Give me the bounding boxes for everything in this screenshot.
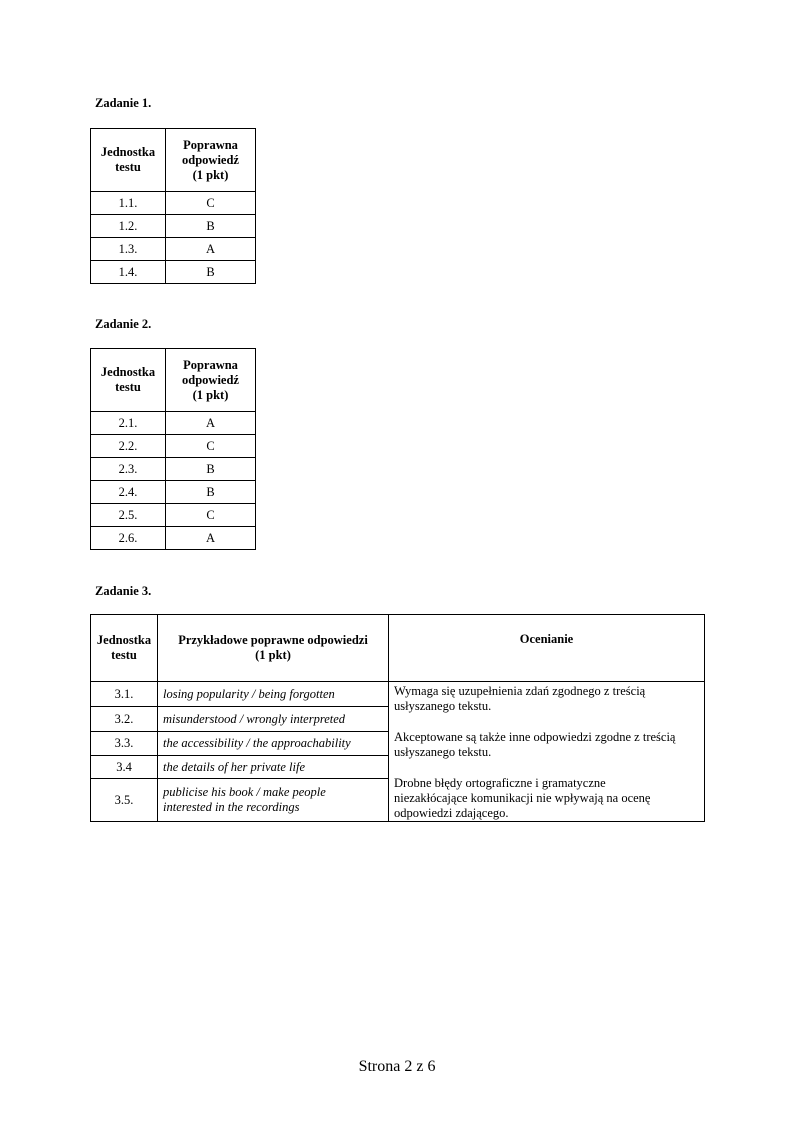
page-number: Strona 2 z 6 bbox=[358, 1058, 436, 1075]
task3-col-rules: Ocenianie bbox=[389, 615, 705, 682]
table-row: 3.3. the accessibility / the approachability bbox=[91, 731, 705, 755]
table-row: 2.6. A bbox=[91, 527, 256, 550]
table-row: 1.4. B bbox=[91, 261, 256, 284]
task2-col-unit: Jednostka testu bbox=[91, 349, 166, 412]
task1-col-answer: Poprawna odpowiedź (1 pkt) bbox=[166, 129, 256, 192]
rule-paragraph: Akceptowane są także inne odpowiedzi zgodne z treścią usłyszanego tekstu. bbox=[394, 730, 676, 759]
table-row: 3.5. publicise his book / make people interested in the recordings bbox=[91, 779, 705, 822]
task3-heading: Zadanie 3. bbox=[95, 584, 152, 598]
table-row: 1.2. B bbox=[91, 215, 256, 238]
rule-paragraph: Wymaga się uzupełnienia zdań zgodnego z treścią usłyszanego tekstu. bbox=[394, 684, 646, 713]
table-row: 3.2. misunderstood / wrongly interpreted bbox=[91, 707, 705, 731]
table-row: 1.3. A bbox=[91, 238, 256, 261]
task3-col-answer: Przykładowe poprawne odpowiedzi (1 pkt) bbox=[158, 615, 389, 682]
table-row: 2.5. C bbox=[91, 504, 256, 527]
task2-heading: Zadanie 2. bbox=[95, 317, 152, 331]
task2-table bbox=[90, 348, 256, 550]
table-row: 2.4. B bbox=[91, 481, 256, 504]
table-row: 2.1. A bbox=[91, 412, 256, 435]
table-row: 1.1. C bbox=[91, 192, 256, 215]
table-row: 2.2. C bbox=[91, 435, 256, 458]
rule-paragraph: Drobne błędy ortograficzne i gramatyczne niezakłócające komunikacji nie wpływają na ocenę odpowiedzi zdającego. bbox=[394, 776, 651, 820]
table-row: 2.3. B bbox=[91, 458, 256, 481]
task1-col-unit: Jednostka testu bbox=[91, 129, 166, 192]
task3-table bbox=[90, 614, 705, 822]
task1-table bbox=[90, 128, 256, 284]
task3-col-unit: Jednostka testu bbox=[91, 615, 158, 682]
task2-col-answer: Poprawna odpowiedź (1 pkt) bbox=[166, 349, 256, 412]
task1-heading: Zadanie 1. bbox=[95, 96, 152, 110]
table-row: 3.4 the details of her private life bbox=[91, 756, 705, 779]
table-row: 3.1. losing popularity / being forgotten Wymaga się uzupełnienia zdań zgodnego z treścią usłyszanego tekstu. Akceptowane są także inne odpowiedzi zgodne z treścią usłyszanego tekstu. Drobne błędy ortograficzne i gramatyczne niezakłócające komunikacji nie wpływają na ocenę odpowiedzi zdającego. bbox=[91, 682, 705, 707]
scoring-rules-cell bbox=[389, 682, 705, 822]
